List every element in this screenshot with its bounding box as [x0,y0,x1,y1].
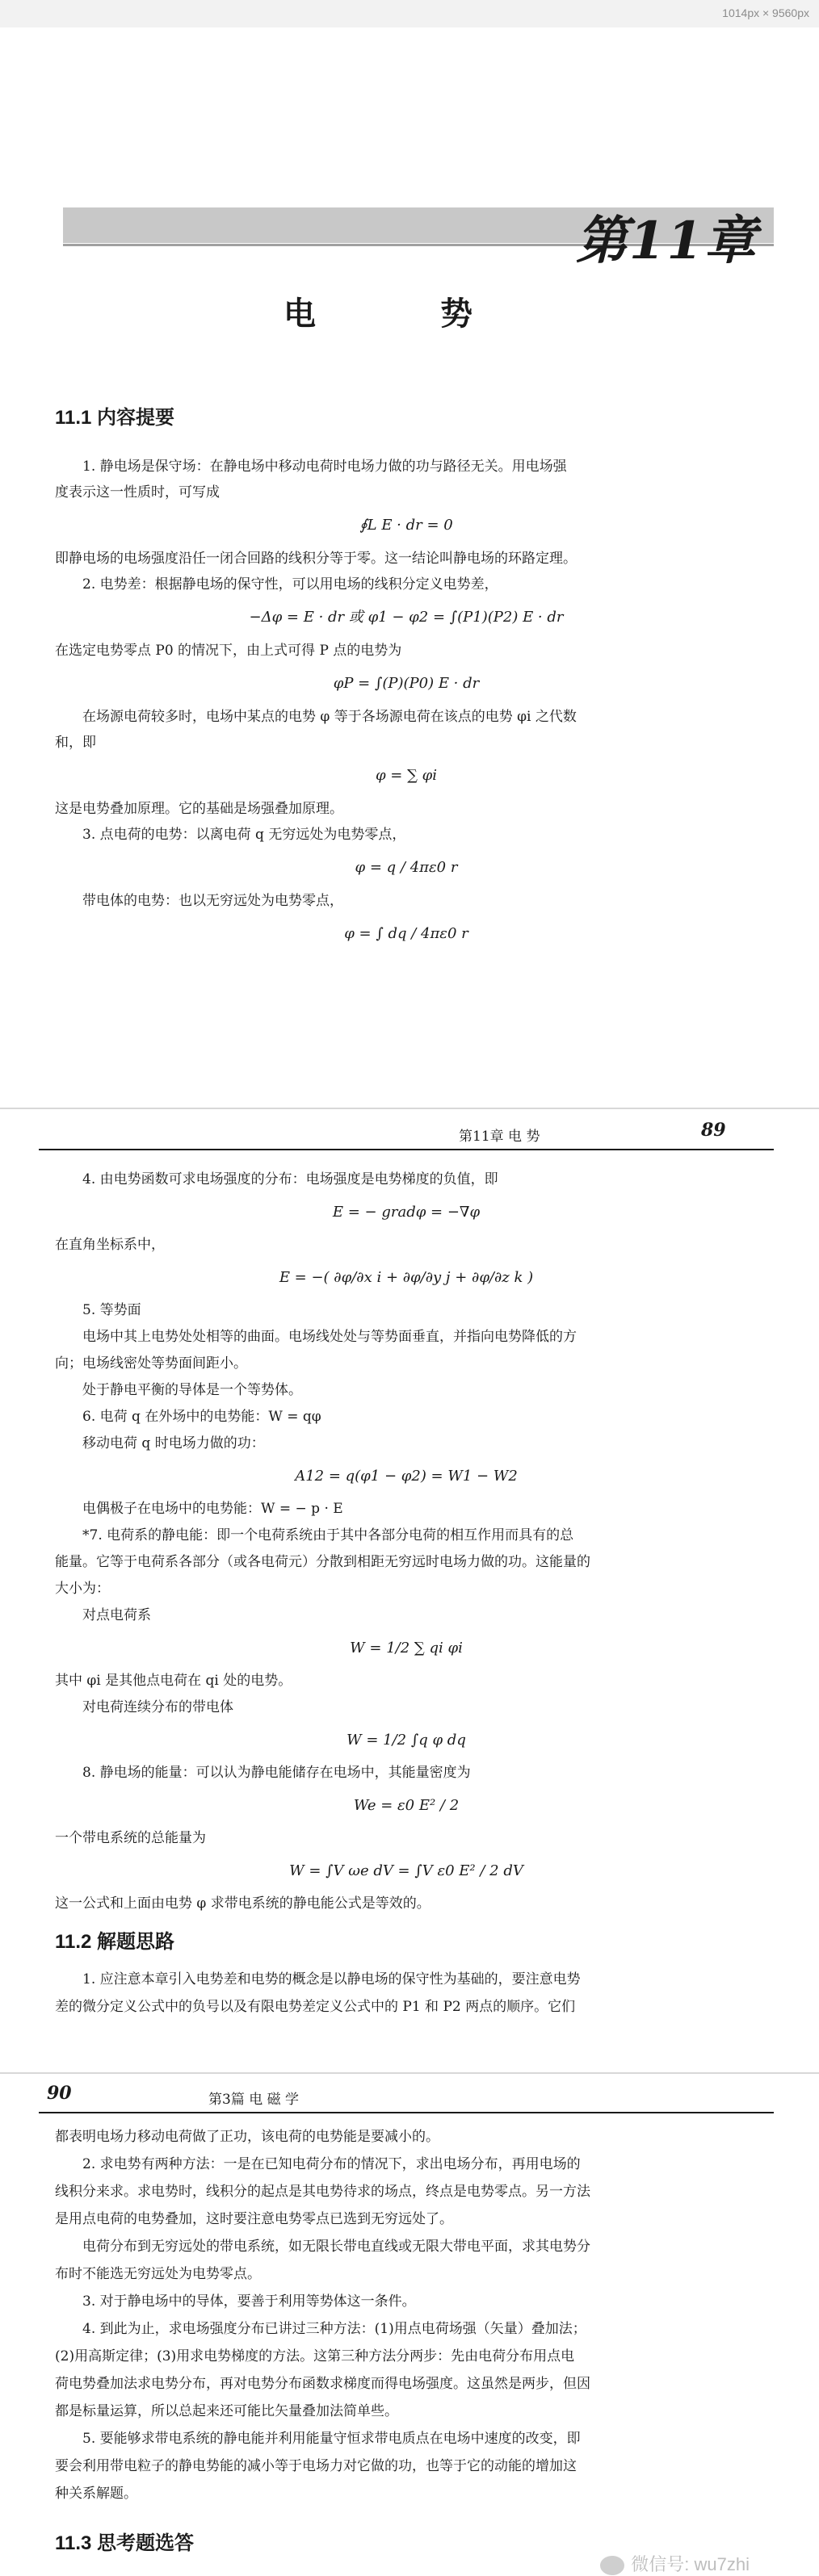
equation: E = − gradφ = −∇φ [332,1204,481,1221]
text-line: 3. 点电荷的电势：以离电荷 q 无穷远处为电势零点， [82,827,406,843]
text-line: 是用点电荷的电势叠加，这时要注意电势零点已选到无穷远处了。 [55,2211,453,2227]
text-line: 其中 φi 是其他点电荷在 qi 处的电势。 [55,1673,292,1689]
page-2 [39,1110,774,2071]
page-2-tail [55,1966,758,2021]
equation: W = 1/2 ∑ qi φi [350,1640,463,1657]
text-line: 电偶极子在电场中的电势能：W = − p · E [82,1501,343,1517]
text-line: 对点电荷系 [82,1607,151,1623]
text-line: 这一公式和上面由电势 φ 求带电系统的静电能公式是等效的。 [55,1895,430,1912]
text-line: 5. 等势面 [82,1302,141,1318]
watermark-text: 微信号: wu7zhi [631,2554,750,2574]
equation: −Δφ = E · dr 或 φ1 − φ2 = ∫(P1)(P2) E · dr [249,609,564,626]
text-line: 移动电荷 q 时电场力做的功： [82,1435,265,1451]
text-line: 在直角坐标系中， [55,1237,165,1253]
equation: E = −( ∂φ/∂x i + ∂φ/∂y j + ∂φ/∂z k ) [279,1269,534,1286]
page-1-body [55,454,758,954]
page-number: 89 [701,1120,726,1141]
text-line: 这是电势叠加原理。它的基础是场强叠加原理。 [55,801,343,817]
text-line: 带电体的电势：也以无穷远处为电势零点， [82,893,343,909]
page-number: 90 [47,2083,72,2104]
equation: ∮L E · dr = 0 [359,517,453,534]
text-line: 能量。它等于电荷系各部分（或各电荷元）分散到相距无穷远时电场力做的功。这能量的 [55,1554,590,1570]
page-1 [39,34,774,1108]
text-line: 都表明电场力移动电荷做了正功，该电荷的电势能是要减小的。 [55,2129,439,2145]
equation: W = ∫V ωe dV = ∫V ε0 E² / 2 dV [289,1862,523,1879]
text-line: 3. 对于静电场中的导体，要善于利用等势体这一条件。 [82,2293,416,2310]
equation: A12 = q(φ1 − φ2) = W1 − W2 [295,1468,518,1485]
text-line: 8. 静电场的能量：可以认为静电能储存在电场中，其能量密度为 [82,1765,471,1781]
running-head: 第3篇 电 磁 学 [208,2092,300,2108]
text-line: 2. 求电势有两种方法：一是在已知电荷分布的情况下，求出电场分布，再用电场的 [82,2156,581,2172]
equation: φ = ∫ dq / 4πε0 r [344,925,468,942]
text-line: 一个带电系统的总能量为 [55,1830,206,1846]
text-line: 要会利用带电粒子的静电势能的减小等于电场力对它做的功，也等于它的动能的增加这 [55,2458,577,2474]
text-line: 处于静电平衡的导体是一个等势体。 [82,1382,302,1398]
section-heading-11-3: 11.3 思考题选答 [55,2532,195,2554]
text-line: 在场源电荷较多时，电场中某点的电势 φ 等于各场源电荷在该点的电势 φi 之代数 [82,709,577,725]
text-line: 差的微分定义公式中的负号以及有限电势差定义公式中的 P1 和 P2 两点的顺序。它们 [55,1999,576,2015]
text-line: (2)用高斯定律；(3)用求电势梯度的方法。这第三种方法分两步：先由电荷分布用点电 [55,2348,575,2364]
viewer-bar [0,0,819,27]
equation: φ = ∑ φi [375,767,438,784]
text-line: 线积分来求。求电势时，线积分的起点是其电势待求的场点，终点是电势零点。另一方法 [55,2184,590,2200]
page-gap [0,2072,819,2074]
text-line: 2. 电势差：根据静电场的保守性，可以用电场的线积分定义电势差， [82,576,498,593]
text-line: 度表示这一性质时，可写成 [55,484,220,501]
text-line: 大小为： [55,1581,110,1597]
text-line: 向；电场线密处等势面间距小。 [55,1355,247,1372]
text-line: 电场中其上电势处处相等的曲面。电场线处处与等势面垂直，并指向电势降低的方 [82,1329,577,1345]
equation: W = 1/2 ∫q φ dq [346,1732,466,1749]
equation: We = ε0 E² / 2 [353,1797,460,1814]
section-heading-11-1: 11.1 内容提要 [55,407,175,429]
page-3 [39,2075,774,2574]
text-line: 种关系解题。 [55,2486,137,2502]
text-line: 和，即 [55,735,96,751]
text-line: 即静电场的电场强度沿任一闭合回路的线积分等于零。这一结论叫静电场的环路定理。 [55,551,577,567]
page-2-body [55,1167,758,1917]
text-line: 4. 到此为止，求电场强度分布已讲过三种方法：(1)用点电荷场强（矢量）叠加法； [82,2321,586,2337]
equation: φ = q / 4πε0 r [355,859,458,876]
text-line: 都是标量运算，所以总起来还可能比矢量叠加法简单些。 [55,2403,398,2419]
image-dimensions-label: 1014px × 9560px [722,6,809,19]
text-line: 对电荷连续分布的带电体 [82,1699,233,1715]
text-line: 荷电势叠加法求电势分布，再对电势分布函数求梯度而得电场强度。这虽然是两步，但因 [55,2376,590,2392]
text-line: 1. 应注意本章引入电势差和电势的概念是以静电场的保守性为基础的，要注意电势 [82,1971,581,1987]
text-line: *7. 电荷系的静电能：即一个电荷系统由于其中各部分电荷的相互作用而具有的总 [82,1527,574,1544]
text-line: 布时不能选无穷远处为电势零点。 [55,2266,261,2282]
running-head: 第11章 电 势 [459,1129,540,1145]
page-3-body [55,2123,758,2507]
page-gap [0,1108,819,1109]
chapter-title: 电 势 [284,295,529,333]
text-line: 6. 电荷 q 在外场中的电势能：W = qφ [82,1409,321,1425]
header-rule [39,1149,774,1150]
section-heading-11-2: 11.2 解题思路 [55,1931,175,1953]
equation: φP = ∫(P)(P0) E · dr [333,675,480,692]
wechat-icon [600,2556,624,2575]
text-line: 电荷分布到无穷远处的带电系统，如无限长带电直线或无限大带电平面，求其电势分 [82,2239,590,2255]
text-line: 1. 静电场是保守场：在静电场中移动电荷时电场力做的功与路径无关。用电场强 [82,459,567,475]
chapter-label: 第11章 [575,211,758,271]
watermark [600,2551,750,2576]
text-line: 在选定电势零点 P0 的情况下，由上式可得 P 点的电势为 [55,643,402,659]
text-line: 5. 要能够求带电系统的静电能并利用能量守恒求带电质点在电场中速度的改变，即 [82,2431,581,2447]
header-rule [39,2112,774,2113]
text-line: 4. 由电势函数可求电场强度的分布：电场强度是电势梯度的负值，即 [82,1171,498,1187]
